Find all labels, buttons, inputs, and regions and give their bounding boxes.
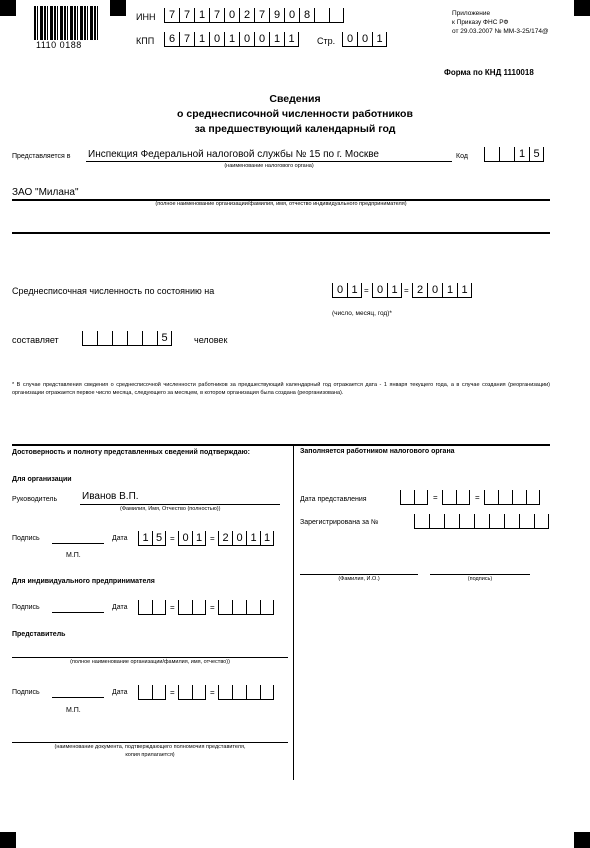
digit-cell[interactable]: 2 — [239, 8, 254, 23]
rep-heading: Представитель — [12, 631, 66, 638]
digit-cell[interactable] — [489, 514, 504, 529]
kpp-label: КПП — [136, 36, 155, 46]
officer-sign-underline — [430, 574, 530, 575]
head-underline — [80, 504, 280, 505]
digit-cell[interactable] — [400, 490, 414, 505]
headcount-label: составляет — [12, 335, 59, 345]
digit-cell[interactable]: 1 — [194, 32, 209, 47]
digit-cell[interactable] — [456, 490, 470, 505]
ie-date-month[interactable] — [178, 600, 206, 615]
digit-cell[interactable] — [138, 600, 152, 615]
tax-office-underline — [86, 161, 452, 162]
digit-cell[interactable] — [112, 331, 127, 346]
rep-underline — [12, 657, 288, 658]
digit-cell[interactable]: 1 — [372, 32, 387, 47]
digit-cell[interactable]: 0 — [427, 283, 442, 298]
digit-cell[interactable] — [127, 331, 142, 346]
date-separator: = — [364, 286, 369, 295]
rep-sign-underline — [52, 697, 104, 698]
date-separator: = — [210, 603, 215, 612]
digit-cell[interactable]: 0 — [357, 32, 372, 47]
title-line3: за предшествующий календарный год — [194, 123, 396, 135]
digit-cell[interactable]: 1 — [442, 283, 457, 298]
sign-label: Подпись — [12, 535, 40, 542]
digit-cell[interactable]: 9 — [269, 8, 284, 23]
digit-cell[interactable]: 0 — [332, 283, 347, 298]
rep-date-label: Дата — [112, 689, 128, 696]
section-divider — [12, 444, 550, 446]
digit-cell[interactable]: 0 — [239, 32, 254, 47]
corner-marker — [574, 0, 590, 16]
rep-date-month[interactable] — [178, 685, 206, 700]
digit-cell[interactable]: 1 — [387, 283, 402, 298]
sign-date-day[interactable] — [138, 531, 166, 546]
digit-cell[interactable]: 5 — [529, 147, 544, 162]
officer-name-caption: (Фамилия, И.О.) — [338, 576, 380, 582]
submission-date-year[interactable] — [484, 490, 540, 505]
digit-cell[interactable] — [178, 600, 192, 615]
corner-marker — [0, 0, 16, 16]
digit-cell[interactable]: 7 — [164, 8, 179, 23]
digit-cell[interactable]: 0 — [372, 283, 387, 298]
corner-marker — [574, 832, 590, 848]
rep-date-year[interactable] — [218, 685, 274, 700]
headcount-date-month[interactable] — [372, 283, 402, 298]
digit-cell[interactable]: 5 — [157, 331, 172, 346]
digit-cell[interactable] — [504, 514, 519, 529]
inn-label: ИНН — [136, 12, 156, 22]
digit-cell[interactable]: 1 — [457, 283, 472, 298]
footnote: * В случае представления сведения о среднесписочной численности работников за предшествующий календарный год отражается дата - 1 января текущего года, а в случае создания (реорганизации) организации отражается первое число месяца, следующего за месяцем, в котором организация была создана (реорганизована). — [12, 382, 550, 396]
appendix-line2: к Приказу ФНС РФ — [452, 19, 509, 26]
doc-caption-2: копия прилагается) — [125, 752, 175, 758]
ie-sign-label: Подпись — [12, 604, 40, 611]
digit-cell[interactable] — [329, 8, 344, 23]
kpp-cells[interactable] — [164, 32, 299, 47]
rep-stamp-label: М.П. — [66, 707, 81, 714]
digit-cell[interactable] — [192, 600, 206, 615]
page-cells[interactable] — [342, 32, 387, 47]
digit-cell[interactable]: 6 — [164, 32, 179, 47]
date-separator: = — [170, 534, 175, 543]
rep-sign-label: Подпись — [12, 689, 40, 696]
digit-cell[interactable]: 7 — [209, 8, 224, 23]
date-separator: = — [170, 603, 175, 612]
org-heading: Для организации — [12, 476, 72, 483]
digit-cell[interactable] — [429, 514, 444, 529]
appendix-line1: Приложение — [452, 10, 491, 17]
title-line2: о среднесписочной численности работников — [177, 108, 413, 120]
digit-cell[interactable]: 1 — [284, 32, 299, 47]
digit-cell[interactable] — [519, 514, 534, 529]
digit-cell[interactable]: 0 — [342, 32, 357, 47]
sign-date-year[interactable] — [218, 531, 274, 546]
digit-cell[interactable] — [232, 685, 246, 700]
digit-cell[interactable]: 0 — [209, 32, 224, 47]
organization-caption: (полное наименование организации/фамилия, имя, отчество индивидуального предпринимателя) — [155, 201, 407, 207]
officer-name-underline — [300, 574, 418, 575]
digit-cell[interactable] — [442, 490, 456, 505]
headcount-date-label: Среднесписочная численность по состоянию на — [12, 286, 215, 296]
confirm-heading: Достоверность и полноту представленных сведений подтверждаю: — [12, 449, 250, 456]
digit-cell[interactable] — [314, 8, 329, 23]
digit-cell[interactable] — [218, 600, 232, 615]
digit-cell[interactable]: 2 — [412, 283, 427, 298]
tax-office-caption: (наименование налогового органа) — [224, 163, 314, 169]
digit-cell[interactable] — [192, 685, 206, 700]
digit-cell[interactable]: 0 — [232, 531, 246, 546]
corner-marker — [0, 832, 16, 848]
page-label: Стр. — [317, 36, 336, 46]
section-vertical-divider — [293, 444, 294, 780]
digit-cell[interactable] — [82, 331, 97, 346]
tax-office-name[interactable]: Инспекция Федеральной налоговой службы № 15 по г. Москве — [88, 149, 379, 160]
digit-cell[interactable]: 1 — [192, 531, 206, 546]
ie-heading: Для индивидуального предпринимателя — [12, 578, 155, 585]
doc-underline — [12, 742, 288, 743]
digit-cell[interactable] — [246, 600, 260, 615]
digit-cell[interactable]: 7 — [179, 32, 194, 47]
digit-cell[interactable]: 0 — [224, 8, 239, 23]
headcount-unit: человек — [194, 335, 228, 345]
submitted-to-label: Представляется в — [12, 153, 71, 160]
digit-cell[interactable] — [218, 685, 232, 700]
digit-cell[interactable]: 0 — [254, 32, 269, 47]
digit-cell[interactable] — [152, 685, 166, 700]
digit-cell[interactable]: 0 — [178, 531, 192, 546]
barcode — [34, 6, 98, 40]
headcount-date-caption: (число, месяц, год)* — [332, 310, 392, 317]
digit-cell[interactable] — [459, 514, 474, 529]
corner-marker — [110, 0, 126, 16]
digit-cell[interactable]: 1 — [194, 8, 209, 23]
code-label: Код — [456, 153, 468, 160]
digit-cell[interactable] — [512, 490, 526, 505]
ie-sign-underline — [52, 612, 104, 613]
inn-cells[interactable] — [164, 8, 344, 23]
digit-cell[interactable] — [97, 331, 112, 346]
digit-cell[interactable]: 1 — [224, 32, 239, 47]
digit-cell[interactable] — [260, 685, 274, 700]
date-separator: = — [433, 493, 438, 502]
head-name[interactable]: Иванов В.П. — [82, 491, 139, 502]
digit-cell[interactable] — [232, 600, 246, 615]
digit-cell[interactable] — [152, 600, 166, 615]
submission-date-label: Дата представления — [300, 496, 367, 503]
digit-cell[interactable] — [484, 490, 498, 505]
date-separator: = — [170, 688, 175, 697]
digit-cell[interactable] — [414, 490, 428, 505]
digit-cell[interactable]: 7 — [179, 8, 194, 23]
head-label: Руководитель — [12, 496, 58, 503]
digit-cell[interactable] — [246, 685, 260, 700]
rep-date-day[interactable] — [138, 685, 166, 700]
date-separator: = — [475, 493, 480, 502]
digit-cell[interactable]: 1 — [260, 531, 274, 546]
submission-date-day[interactable] — [400, 490, 428, 505]
digit-cell[interactable] — [484, 147, 499, 162]
form-number: 1110 0188 — [36, 40, 82, 50]
date-separator: = — [210, 534, 215, 543]
digit-cell[interactable] — [534, 514, 549, 529]
stamp-label: М.П. — [66, 552, 81, 559]
digit-cell[interactable] — [474, 514, 489, 529]
date-label: Дата — [112, 535, 128, 542]
submission-date-month[interactable] — [442, 490, 470, 505]
organization-name[interactable]: ЗАО "Милана" — [12, 187, 79, 198]
tax-officer-heading: Заполняется работником налогового органа — [300, 448, 455, 455]
digit-cell[interactable] — [138, 685, 152, 700]
headcount-cells[interactable] — [82, 331, 172, 346]
digit-cell[interactable] — [414, 514, 429, 529]
digit-cell[interactable] — [142, 331, 157, 346]
digit-cell[interactable] — [499, 147, 514, 162]
digit-cell[interactable]: 1 — [269, 32, 284, 47]
digit-cell[interactable] — [260, 600, 274, 615]
sign-date-month[interactable] — [178, 531, 206, 546]
form-code: Форма по КНД 1110018 — [444, 68, 534, 77]
digit-cell[interactable] — [498, 490, 512, 505]
ie-date-label: Дата — [112, 604, 128, 611]
digit-cell[interactable]: 8 — [299, 8, 314, 23]
registration-label: Зарегистрирована за № — [300, 519, 379, 526]
organization-underline-2 — [12, 232, 550, 234]
digit-cell[interactable] — [178, 685, 192, 700]
headcount-date-day[interactable] — [332, 283, 362, 298]
digit-cell[interactable] — [444, 514, 459, 529]
title-line1: Сведения — [269, 93, 321, 105]
digit-cell[interactable]: 1 — [514, 147, 529, 162]
code-cells[interactable] — [484, 147, 544, 162]
digit-cell[interactable]: 1 — [138, 531, 152, 546]
date-separator: = — [404, 286, 409, 295]
headcount-date-year[interactable] — [412, 283, 472, 298]
sign-underline — [52, 543, 104, 544]
digit-cell[interactable] — [526, 490, 540, 505]
date-separator: = — [210, 688, 215, 697]
ie-date-day[interactable] — [138, 600, 166, 615]
officer-sign-caption: (подпись) — [467, 576, 493, 582]
digit-cell[interactable]: 1 — [246, 531, 260, 546]
digit-cell[interactable]: 0 — [284, 8, 299, 23]
doc-caption-1: (наименование документа, подтверждающего полномочия представителя, — [54, 744, 246, 750]
digit-cell[interactable]: 5 — [152, 531, 166, 546]
digit-cell[interactable]: 2 — [218, 531, 232, 546]
registration-number-cells[interactable] — [414, 514, 549, 529]
ie-date-year[interactable] — [218, 600, 274, 615]
rep-caption: (полное наименование организации/фамилия, имя, отчество)) — [70, 659, 230, 665]
appendix-line3: от 29.03.2007 № ММ-3-25/174@ — [452, 28, 549, 35]
digit-cell[interactable]: 1 — [347, 283, 362, 298]
head-name-caption: (Фамилия, Имя, Отчество (полностью)) — [120, 506, 221, 512]
digit-cell[interactable]: 7 — [254, 8, 269, 23]
